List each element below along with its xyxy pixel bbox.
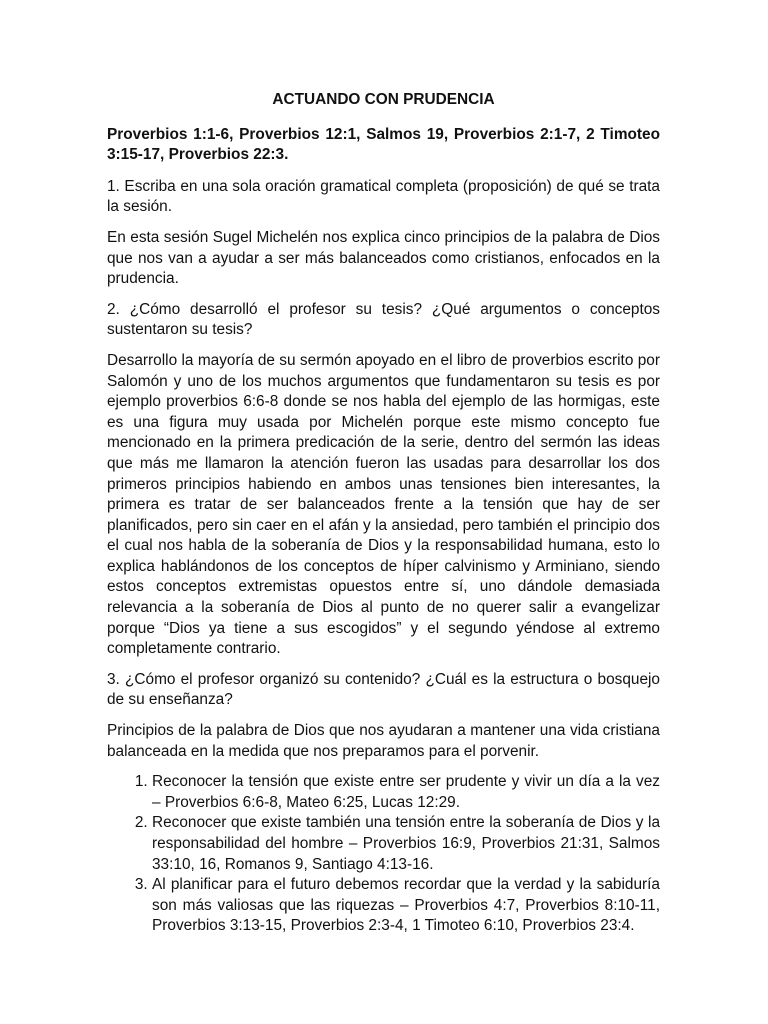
question-1: 1. Escriba en una sola oración gramatical completa (proposición) de qué se trata la sesión.	[107, 177, 660, 216]
answer-3: Principios de la palabra de Dios que nos ayudaran a mantener una vida cristiana balanceada en la medida que nos preparamos para el porvenir.	[107, 722, 660, 760]
principle-item: 3. Al planificar para el futuro debemos recordar que la verdad y la sabiduría son más valiosas que las riquezas – Proverbios 4:7, Proverbios 8:10-11, Proverbios 3:13-15, Proverbios 2:3-4, 1 Timoteo 6:10, Proverbios 23:4.	[152, 875, 660, 937]
question-2: 2. ¿Cómo desarrolló el profesor su tesis? ¿Qué argumentos o conceptos sustentaron su tesis?	[107, 300, 660, 339]
principle-item: 2. Reconocer que existe también una tensión entre la soberanía de Dios y la responsabilidad del hombre – Proverbios 16:9, Proverbios 21:31, Salmos 33:10, 16, Romanos 9, Santiago 4:13-16.	[152, 813, 660, 875]
document-title: ACTUANDO CON PRUDENCIA	[272, 91, 495, 108]
principle-item: 1. Reconocer la tensión que existe entre ser prudente y vivir un día a la vez – Proverbios 6:6-8, Mateo 6:25, Lucas 12:29.	[152, 772, 660, 813]
document-page	[107, 90, 660, 937]
answer-1: En esta sesión Sugel Michelén nos explica cinco principios de la palabra de Dios que nos van a ayudar a ser más balanceados como cristianos, enfocados en la prudencia.	[107, 228, 660, 288]
question-3: 3. ¿Cómo el profesor organizó su contenido? ¿Cuál es la estructura o bosquejo de su enseñanza?	[107, 670, 660, 709]
scripture-references: Proverbios 1:1-6, Proverbios 12:1, Salmos 19, Proverbios 2:1-7, 2 Timoteo 3:15-17, Proverbios 22:3.	[107, 125, 660, 164]
principles-list	[107, 772, 660, 937]
answer-2: Desarrollo la mayoría de su sermón apoyado en el libro de proverbios escrito por Salomón y uno de los muchos argumentos que fundamentaron su tesis es por ejemplo proverbios 6:6-8 donde se nos habla del ejemplo de las hormigas, este es una figura muy usada por Michelén porque este mismo concepto fue mencionado en la primera predicación de la serie, dentro del sermón las ideas que más me llamaron la atención fueron las usadas para desarrollar los dos primeros principios habiendo en ambos unas tensiones bien interesantes, la primera es tratar de ser balanceados frente a la tensión que hay de ser planificados, pero sin caer en el afán y la ansiedad, pero también el principio dos el cual nos habla de la soberanía de Dios y la responsabilidad humana, esto lo explica hablándonos de los conceptos de híper calvinismo y Arminiano, siendo estos conceptos extremistas opuestos entre sí, uno dándole demasiada relevancia a la soberanía de Dios al punto de no querer salir a evangelizar porque “Dios ya tiene a sus escogidos” y el segundo yéndose al extremo completamente contrario.	[107, 351, 660, 658]
